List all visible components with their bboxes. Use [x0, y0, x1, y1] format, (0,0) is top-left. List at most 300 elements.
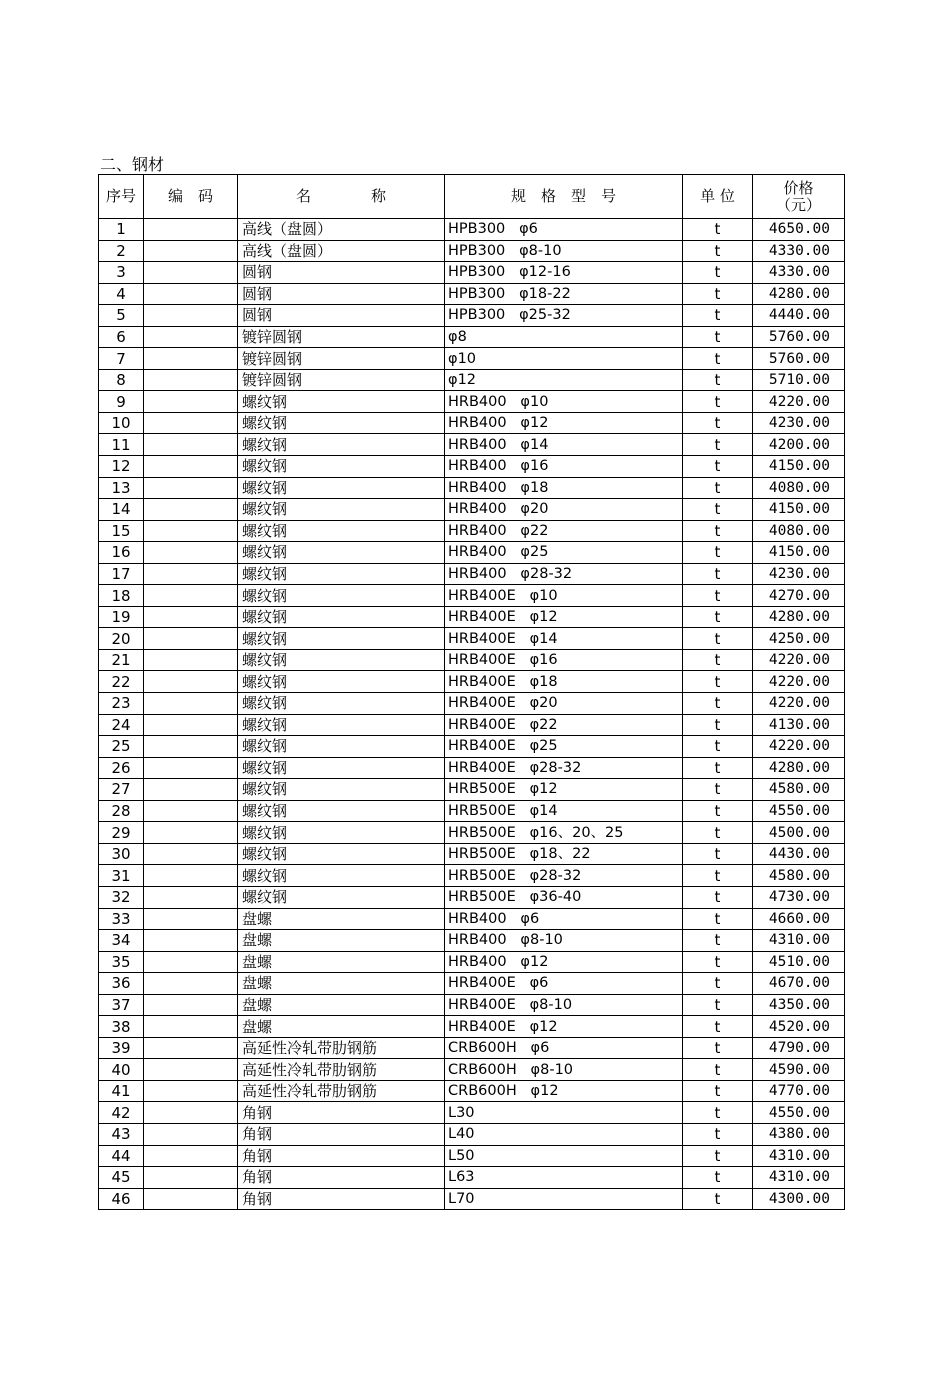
row-name: 螺纹钢: [238, 542, 445, 564]
row-code: [144, 736, 238, 758]
row-spec: HRB400 φ28-32: [445, 563, 683, 585]
table-row: [99, 649, 845, 671]
row-index: 41: [99, 1080, 144, 1102]
row-index: 35: [99, 951, 144, 973]
row-unit: t: [683, 606, 753, 628]
row-unit: t: [683, 757, 753, 779]
row-price: 4220.00: [753, 649, 845, 671]
row-price: 4280.00: [753, 606, 845, 628]
row-price: 4250.00: [753, 628, 845, 650]
row-code: [144, 477, 238, 499]
row-spec: HRB500E φ14: [445, 800, 683, 822]
section-title: 二、钢材: [100, 155, 165, 174]
row-index: 44: [99, 1145, 144, 1167]
row-unit: t: [683, 262, 753, 284]
row-spec: HRB400 φ18: [445, 477, 683, 499]
row-price: 4770.00: [753, 1080, 845, 1102]
row-unit: t: [683, 973, 753, 995]
row-index: 19: [99, 606, 144, 628]
table-row: [99, 973, 845, 995]
row-spec: HRB400E φ14: [445, 628, 683, 650]
row-code: [144, 542, 238, 564]
table-row: [99, 391, 845, 413]
table-row: [99, 326, 845, 348]
steel-price-table: [98, 174, 845, 1210]
row-unit: t: [683, 434, 753, 456]
row-price: 5760.00: [753, 326, 845, 348]
table-row: [99, 886, 845, 908]
row-spec: HRB400 φ8-10: [445, 930, 683, 952]
row-name: 螺纹钢: [238, 585, 445, 607]
row-price: 4500.00: [753, 822, 845, 844]
row-name: 螺纹钢: [238, 499, 445, 521]
row-spec: HPB300 φ18-22: [445, 283, 683, 305]
row-spec: HRB400E φ8-10: [445, 994, 683, 1016]
row-spec: CRB600H φ8-10: [445, 1059, 683, 1081]
row-price: 4670.00: [753, 973, 845, 995]
header-price-line1: 价格: [783, 178, 814, 197]
row-price: 4660.00: [753, 908, 845, 930]
row-price: 4520.00: [753, 1016, 845, 1038]
table-row: [99, 1059, 845, 1081]
row-unit: t: [683, 930, 753, 952]
row-spec: HRB400E φ10: [445, 585, 683, 607]
row-name: 螺纹钢: [238, 822, 445, 844]
row-name: 螺纹钢: [238, 843, 445, 865]
row-code: [144, 714, 238, 736]
row-spec: L63: [445, 1167, 683, 1189]
table-row: [99, 1167, 845, 1189]
row-price: 4550.00: [753, 800, 845, 822]
row-name: 螺纹钢: [238, 865, 445, 887]
row-unit: t: [683, 1167, 753, 1189]
row-index: 43: [99, 1123, 144, 1145]
row-name: 镀锌圆钢: [238, 326, 445, 348]
row-unit: t: [683, 693, 753, 715]
row-spec: HRB400 φ10: [445, 391, 683, 413]
row-index: 8: [99, 369, 144, 391]
row-spec: HPB300 φ8-10: [445, 240, 683, 262]
row-name: 螺纹钢: [238, 606, 445, 628]
table-row: [99, 240, 845, 262]
row-code: [144, 1167, 238, 1189]
row-code: [144, 391, 238, 413]
row-spec: φ8: [445, 326, 683, 348]
row-name: 螺纹钢: [238, 693, 445, 715]
row-name: 螺纹钢: [238, 800, 445, 822]
row-index: 28: [99, 800, 144, 822]
row-price: 4220.00: [753, 693, 845, 715]
row-code: [144, 412, 238, 434]
row-price: 4150.00: [753, 456, 845, 478]
row-price: 4430.00: [753, 843, 845, 865]
row-unit: t: [683, 1145, 753, 1167]
row-unit: t: [683, 1016, 753, 1038]
row-price: 4730.00: [753, 886, 845, 908]
row-spec: HRB400 φ16: [445, 456, 683, 478]
row-index: 26: [99, 757, 144, 779]
row-name: 盘螺: [238, 908, 445, 930]
row-code: [144, 951, 238, 973]
row-code: [144, 520, 238, 542]
row-spec: HRB500E φ28-32: [445, 865, 683, 887]
table-row: [99, 1145, 845, 1167]
row-index: 40: [99, 1059, 144, 1081]
table-row: [99, 736, 845, 758]
row-index: 27: [99, 779, 144, 801]
row-code: [144, 1016, 238, 1038]
table-row: [99, 456, 845, 478]
row-index: 45: [99, 1167, 144, 1189]
row-name: 镀锌圆钢: [238, 348, 445, 370]
row-index: 24: [99, 714, 144, 736]
row-name: 角钢: [238, 1102, 445, 1124]
row-index: 7: [99, 348, 144, 370]
table-row: [99, 434, 845, 456]
row-index: 15: [99, 520, 144, 542]
row-unit: t: [683, 886, 753, 908]
row-index: 14: [99, 499, 144, 521]
row-name: 圆钢: [238, 283, 445, 305]
row-spec: HRB400 φ22: [445, 520, 683, 542]
row-unit: t: [683, 520, 753, 542]
table-row: [99, 671, 845, 693]
table-row: [99, 714, 845, 736]
row-price: 4280.00: [753, 757, 845, 779]
row-index: 22: [99, 671, 144, 693]
row-index: 32: [99, 886, 144, 908]
row-name: 螺纹钢: [238, 886, 445, 908]
table-row: [99, 412, 845, 434]
row-price: 4150.00: [753, 542, 845, 564]
table-row: [99, 1123, 845, 1145]
row-price: 4790.00: [753, 1037, 845, 1059]
row-spec: HRB400E φ20: [445, 693, 683, 715]
row-name: 角钢: [238, 1167, 445, 1189]
row-code: [144, 1102, 238, 1124]
row-unit: t: [683, 908, 753, 930]
row-spec: HRB500E φ18、22: [445, 843, 683, 865]
row-index: 33: [99, 908, 144, 930]
table-header-row: [99, 175, 845, 219]
row-price: 5760.00: [753, 348, 845, 370]
row-name: 盘螺: [238, 994, 445, 1016]
row-code: [144, 1123, 238, 1145]
row-spec: φ10: [445, 348, 683, 370]
row-spec: L50: [445, 1145, 683, 1167]
row-unit: t: [683, 951, 753, 973]
row-name: 螺纹钢: [238, 628, 445, 650]
row-spec: HPB300 φ6: [445, 219, 683, 241]
row-index: 36: [99, 973, 144, 995]
row-index: 10: [99, 412, 144, 434]
row-spec: HRB400E φ18: [445, 671, 683, 693]
row-unit: t: [683, 714, 753, 736]
row-index: 13: [99, 477, 144, 499]
row-index: 6: [99, 326, 144, 348]
row-price: 4280.00: [753, 283, 845, 305]
row-spec: HRB400 φ20: [445, 499, 683, 521]
table-row: [99, 757, 845, 779]
row-name: 角钢: [238, 1145, 445, 1167]
table-row: [99, 951, 845, 973]
table-row: [99, 348, 845, 370]
table-row: [99, 908, 845, 930]
row-code: [144, 456, 238, 478]
row-spec: CRB600H φ12: [445, 1080, 683, 1102]
row-code: [144, 886, 238, 908]
row-name: 角钢: [238, 1188, 445, 1210]
row-name: 螺纹钢: [238, 412, 445, 434]
row-unit: t: [683, 305, 753, 327]
row-spec: HRB400E φ22: [445, 714, 683, 736]
row-name: 盘螺: [238, 951, 445, 973]
row-spec: HRB400 φ14: [445, 434, 683, 456]
row-name: 高延性冷轧带肋钢筋: [238, 1080, 445, 1102]
row-price: 4580.00: [753, 779, 845, 801]
row-price: 4310.00: [753, 930, 845, 952]
table-row: [99, 499, 845, 521]
table-row: [99, 1016, 845, 1038]
table-row: [99, 1080, 845, 1102]
row-index: 38: [99, 1016, 144, 1038]
row-code: [144, 865, 238, 887]
row-unit: t: [683, 628, 753, 650]
row-price: 4650.00: [753, 219, 845, 241]
row-unit: t: [683, 843, 753, 865]
row-name: 圆钢: [238, 262, 445, 284]
row-price: 4080.00: [753, 477, 845, 499]
row-name: 螺纹钢: [238, 671, 445, 693]
row-code: [144, 994, 238, 1016]
row-index: 2: [99, 240, 144, 262]
row-name: 螺纹钢: [238, 757, 445, 779]
row-unit: t: [683, 1102, 753, 1124]
row-code: [144, 628, 238, 650]
row-code: [144, 649, 238, 671]
row-index: 31: [99, 865, 144, 887]
row-unit: t: [683, 326, 753, 348]
row-code: [144, 800, 238, 822]
row-index: 11: [99, 434, 144, 456]
table-row: [99, 628, 845, 650]
row-index: 3: [99, 262, 144, 284]
header-price: [753, 175, 845, 219]
row-price: 4590.00: [753, 1059, 845, 1081]
row-spec: L70: [445, 1188, 683, 1210]
row-index: 5: [99, 305, 144, 327]
row-spec: HPB300 φ12-16: [445, 262, 683, 284]
row-unit: t: [683, 1037, 753, 1059]
row-index: 23: [99, 693, 144, 715]
row-unit: t: [683, 477, 753, 499]
row-index: 42: [99, 1102, 144, 1124]
row-unit: t: [683, 412, 753, 434]
row-code: [144, 326, 238, 348]
row-code: [144, 348, 238, 370]
row-code: [144, 305, 238, 327]
row-name: 螺纹钢: [238, 434, 445, 456]
table-row: [99, 585, 845, 607]
row-name: 角钢: [238, 1123, 445, 1145]
table-row: [99, 930, 845, 952]
row-name: 盘螺: [238, 1016, 445, 1038]
row-unit: t: [683, 779, 753, 801]
row-unit: t: [683, 542, 753, 564]
row-spec: HRB400E φ12: [445, 606, 683, 628]
row-name: 高延性冷轧带肋钢筋: [238, 1037, 445, 1059]
header-code: 编 码: [144, 175, 238, 219]
row-index: 37: [99, 994, 144, 1016]
row-unit: t: [683, 800, 753, 822]
row-unit: t: [683, 585, 753, 607]
row-index: 25: [99, 736, 144, 758]
row-price: 4510.00: [753, 951, 845, 973]
row-price: 4310.00: [753, 1167, 845, 1189]
row-spec: HRB400 φ12: [445, 951, 683, 973]
row-unit: t: [683, 1059, 753, 1081]
row-spec: HRB400E φ25: [445, 736, 683, 758]
table-row: [99, 1102, 845, 1124]
row-unit: t: [683, 994, 753, 1016]
row-index: 30: [99, 843, 144, 865]
table-row: [99, 542, 845, 564]
row-code: [144, 262, 238, 284]
row-code: [144, 219, 238, 241]
table-row: [99, 1037, 845, 1059]
table-row: [99, 563, 845, 585]
row-index: 9: [99, 391, 144, 413]
table-row: [99, 477, 845, 499]
row-spec: HRB400E φ16: [445, 649, 683, 671]
row-spec: HRB500E φ36-40: [445, 886, 683, 908]
row-index: 46: [99, 1188, 144, 1210]
row-code: [144, 1059, 238, 1081]
row-name: 螺纹钢: [238, 520, 445, 542]
row-unit: t: [683, 736, 753, 758]
header-price-line2: （元）: [775, 195, 821, 214]
row-code: [144, 822, 238, 844]
row-code: [144, 779, 238, 801]
row-price: 4310.00: [753, 1145, 845, 1167]
row-price: 4380.00: [753, 1123, 845, 1145]
row-unit: t: [683, 240, 753, 262]
row-index: 29: [99, 822, 144, 844]
table-row: [99, 606, 845, 628]
row-code: [144, 434, 238, 456]
row-index: 4: [99, 283, 144, 305]
row-code: [144, 563, 238, 585]
row-code: [144, 973, 238, 995]
row-code: [144, 283, 238, 305]
row-index: 21: [99, 649, 144, 671]
row-name: 螺纹钢: [238, 649, 445, 671]
row-code: [144, 693, 238, 715]
row-name: 螺纹钢: [238, 563, 445, 585]
row-spec: CRB600H φ6: [445, 1037, 683, 1059]
row-price: 4200.00: [753, 434, 845, 456]
row-spec: HRB500E φ12: [445, 779, 683, 801]
row-spec: HRB400E φ28-32: [445, 757, 683, 779]
row-spec: HRB400 φ12: [445, 412, 683, 434]
header-spec: 规 格 型 号: [445, 175, 683, 219]
row-unit: t: [683, 391, 753, 413]
header-name: 名 称: [238, 175, 445, 219]
row-spec: HRB400 φ6: [445, 908, 683, 930]
row-code: [144, 930, 238, 952]
row-name: 高延性冷轧带肋钢筋: [238, 1059, 445, 1081]
row-unit: t: [683, 219, 753, 241]
row-price: 4550.00: [753, 1102, 845, 1124]
row-price: 4220.00: [753, 736, 845, 758]
row-code: [144, 240, 238, 262]
row-name: 圆钢: [238, 305, 445, 327]
row-unit: t: [683, 499, 753, 521]
row-name: 镀锌圆钢: [238, 369, 445, 391]
row-name: 盘螺: [238, 973, 445, 995]
row-index: 12: [99, 456, 144, 478]
table-row: [99, 283, 845, 305]
row-code: [144, 1037, 238, 1059]
table-row: [99, 369, 845, 391]
header-index: 序号: [99, 175, 144, 219]
row-name: 螺纹钢: [238, 779, 445, 801]
row-price: 4350.00: [753, 994, 845, 1016]
row-price: 4220.00: [753, 671, 845, 693]
row-name: 高线（盘圆）: [238, 240, 445, 262]
row-spec: φ12: [445, 369, 683, 391]
row-unit: t: [683, 1123, 753, 1145]
row-code: [144, 757, 238, 779]
row-price: 4080.00: [753, 520, 845, 542]
row-spec: HPB300 φ25-32: [445, 305, 683, 327]
row-unit: t: [683, 348, 753, 370]
table-row: [99, 994, 845, 1016]
row-price: 4300.00: [753, 1188, 845, 1210]
row-name: 螺纹钢: [238, 456, 445, 478]
row-name: 螺纹钢: [238, 714, 445, 736]
row-code: [144, 1080, 238, 1102]
table-row: [99, 843, 845, 865]
row-price: 5710.00: [753, 369, 845, 391]
row-unit: t: [683, 369, 753, 391]
row-unit: t: [683, 671, 753, 693]
row-code: [144, 671, 238, 693]
row-index: 1: [99, 219, 144, 241]
row-price: 4440.00: [753, 305, 845, 327]
row-price: 4580.00: [753, 865, 845, 887]
row-name: 盘螺: [238, 930, 445, 952]
row-price: 4230.00: [753, 412, 845, 434]
row-code: [144, 843, 238, 865]
row-price: 4270.00: [753, 585, 845, 607]
row-unit: t: [683, 822, 753, 844]
row-unit: t: [683, 649, 753, 671]
table-row: [99, 520, 845, 542]
row-unit: t: [683, 456, 753, 478]
table-row: [99, 779, 845, 801]
row-code: [144, 1188, 238, 1210]
row-price: 4150.00: [753, 499, 845, 521]
row-index: 18: [99, 585, 144, 607]
row-name: 螺纹钢: [238, 477, 445, 499]
table-row: [99, 693, 845, 715]
row-price: 4220.00: [753, 391, 845, 413]
row-spec: HRB400 φ25: [445, 542, 683, 564]
row-price: 4130.00: [753, 714, 845, 736]
row-price: 4330.00: [753, 262, 845, 284]
row-code: [144, 1145, 238, 1167]
